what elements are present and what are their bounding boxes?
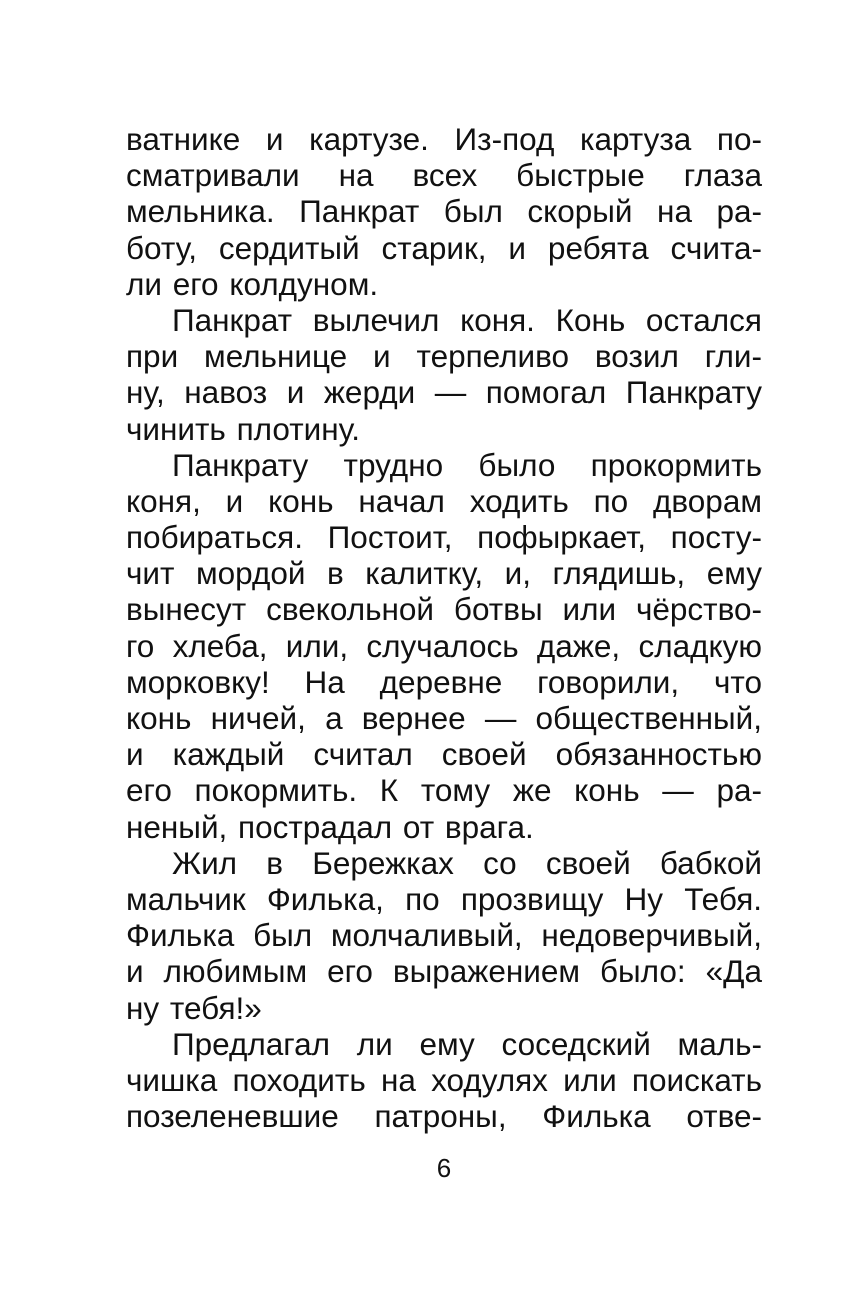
text-line: Панкрату трудно было прокормить	[172, 446, 762, 483]
text-line: Жил в Бережках со своей бабкой	[172, 844, 762, 881]
text-line: мельника. Панкрат был скорый на ра-	[126, 193, 762, 230]
text-line: Предлагал ли ему соседский маль-	[172, 1025, 762, 1062]
body-text	[126, 121, 762, 1134]
text-line: его покормить. К тому же конь — ра-	[126, 772, 762, 809]
paragraph	[126, 121, 762, 302]
text-line: позеленевшие патроны, Филька отве-	[126, 1098, 762, 1135]
text-line: сматривали на всех быстрые глаза	[126, 157, 762, 194]
text-line: чишка походить на ходулях или поискать	[126, 1061, 762, 1098]
text-line: при мельнице и терпеливо возил гли-	[126, 338, 762, 375]
text-line: и каждый считал своей обязанностью	[126, 736, 762, 773]
text-line: коня, и конь начал ходить по дворам	[126, 482, 762, 519]
paragraph	[126, 845, 762, 1026]
text-line: морковку! На деревне говорили, что	[126, 663, 762, 700]
paragraph	[126, 302, 762, 447]
text-line: неный, пострадал от врага.	[126, 808, 534, 845]
text-line: чинить плотину.	[126, 410, 360, 447]
paragraph	[126, 1026, 762, 1135]
text-line: ну, навоз и жерди — помогал Панкрату	[126, 374, 762, 411]
text-line: ватнике и картузе. Из-под картуза по-	[126, 121, 762, 157]
text-line: ну тебя!»	[126, 989, 262, 1026]
text-line: го хлеба, или, случалось даже, сладкую	[126, 627, 762, 664]
text-line: боту, сердитый старик, и ребята счита-	[126, 229, 762, 266]
text-line: чит мордой в калитку, и, глядишь, ему	[126, 555, 762, 592]
text-line: вынесут свекольной ботвы или чёрство-	[126, 591, 762, 628]
text-line: мальчик Филька, по прозвищу Ну Тебя.	[126, 880, 762, 917]
text-line: ли его колдуном.	[126, 265, 379, 302]
paragraph	[126, 447, 762, 845]
text-line: побираться. Постоит, пофыркает, посту-	[126, 519, 762, 556]
page-number: 6	[436, 1153, 452, 1183]
text-line: Панкрат вылечил коня. Конь остался	[172, 301, 762, 338]
text-line: Филька был молчаливый, недоверчивый,	[126, 917, 762, 954]
text-line: конь ничей, а вернее — общественный,	[126, 700, 762, 736]
text-line: и любимым его выражением было: «Да	[126, 953, 762, 990]
